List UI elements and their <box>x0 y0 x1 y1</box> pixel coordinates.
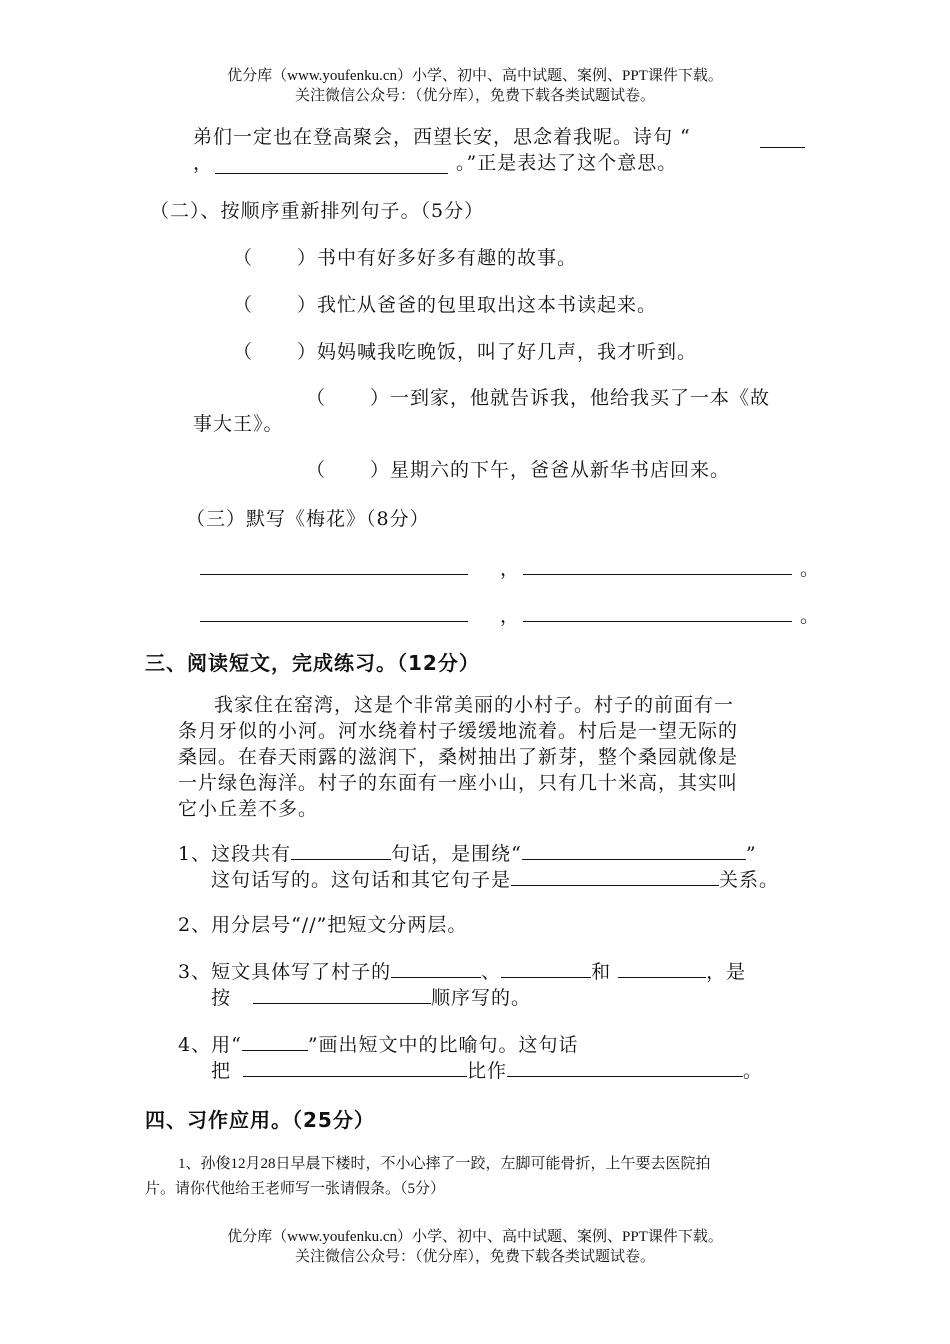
passage-line: 桑园。在春天雨露的滋润下，桑树抽出了新芽，整个桑园就像是 <box>178 746 739 768</box>
section-3-title: （三）默写《梅花》（8分） <box>186 508 430 530</box>
reorder-item-3 <box>233 339 697 365</box>
q1-text: 1、这段共有 <box>178 843 292 865</box>
q4-text: 4、用“ <box>178 1034 242 1056</box>
reorder-text: 一到家，他就告诉我，他给我买了一本《故 <box>390 387 771 409</box>
reorder-text: 我忙从爸爸的包里取出这本书读起来。 <box>317 294 658 316</box>
question-2: 2、用分层号“//”把短文分两层。 <box>178 914 468 936</box>
passage-line: 它小丘差不多。 <box>178 798 319 820</box>
q4-text: 比作 <box>467 1060 508 1082</box>
reorder-item-1 <box>233 245 577 271</box>
paren-open: （ <box>233 247 254 269</box>
question-1-line-1 <box>178 841 757 867</box>
page-header-line-2: 关注微信公众号：（优分库），免费下载各类试题试卷。 <box>294 88 655 104</box>
poem-blank-1[interactable] <box>760 147 805 148</box>
q3-blank-2[interactable] <box>501 959 591 978</box>
paren-open: （ <box>233 341 254 363</box>
q3-text: 按 <box>211 987 232 1009</box>
paren-close: ） <box>370 387 391 409</box>
reading-section-title: 三、阅读短文，完成练习。（12分） <box>145 651 480 675</box>
period: 。 <box>800 558 821 580</box>
q1-text: ” <box>745 843 757 865</box>
paren-close: ） <box>370 459 391 481</box>
paren-open: （ <box>306 459 327 481</box>
q1-blank-sentence[interactable] <box>522 841 746 860</box>
poem-recite-blank-3[interactable] <box>200 621 468 622</box>
section-2-title: （二）、按顺序重新排列句子。（5分） <box>150 200 485 222</box>
q3-blank-3[interactable] <box>618 959 706 978</box>
paren-close: ） <box>297 341 318 363</box>
q4-text: ”画出短文中的比喻句。这句话 <box>307 1034 579 1056</box>
question-1-line-2 <box>211 867 779 893</box>
question-4-line-1 <box>178 1032 579 1058</box>
q4-blank-object[interactable] <box>507 1058 743 1077</box>
poem-fill-line-2 <box>193 150 213 176</box>
writing-question-1-line-1: 1、孙俊12月28日早晨下楼时，不小心摔了一跤，左脚可能骨折，上午要去医院拍 <box>178 1156 711 1172</box>
q4-text: 。 <box>743 1060 764 1082</box>
q1-text: 关系。 <box>719 869 780 891</box>
reorder-item-5 <box>306 457 730 483</box>
poem-blank-2[interactable] <box>215 173 448 174</box>
reorder-item-2 <box>233 292 657 318</box>
q3-blank-1[interactable] <box>391 959 481 978</box>
q4-text: 把 <box>211 1060 232 1082</box>
poem-recite-blank-1[interactable] <box>200 574 468 575</box>
q3-text: 和 <box>591 961 612 983</box>
q1-text: 这句话写的。这句话和其它句子是 <box>211 869 512 891</box>
comma: ， <box>500 558 521 580</box>
reorder-text: 妈妈喊我吃晚饭，叫了好几声，我才听到。 <box>317 341 698 363</box>
q3-text: 、 <box>481 961 502 983</box>
q4-blank-mark[interactable] <box>242 1032 308 1051</box>
question-4-line-2 <box>211 1058 763 1084</box>
poem-recite-blank-2[interactable] <box>523 574 792 575</box>
passage-line: 条月牙似的小河。河水绕着村子缓缓地流着。村后是一望无际的 <box>178 720 739 742</box>
page-footer-line-2: 关注微信公众号：（优分库），免费下载各类试题试卷。 <box>294 1249 655 1265</box>
page-footer-line-1: 优分库（www.youfenku.cn）小学、初中、高中试题、案例、PPT课件下载。 <box>227 1229 723 1245</box>
q3-text: 3、短文具体写了村子的 <box>178 961 392 983</box>
reorder-text: 星期六的下午，爸爸从新华书店回来。 <box>390 459 731 481</box>
q1-blank-relation[interactable] <box>511 867 719 886</box>
page-header-line-1: 优分库（www.youfenku.cn）小学、初中、高中试题、案例、PPT课件下载。 <box>227 68 723 84</box>
poem-fill-text: 弟们一定也在登高聚会，西望长安，思念着我呢。诗句 “ <box>193 126 691 148</box>
writing-section-title: 四、习作应用。（25分） <box>145 1108 375 1132</box>
passage-line: 一片绿色海洋。村子的东面有一座小山，只有几十米高，其实叫 <box>178 772 739 794</box>
paren-close: ） <box>297 294 318 316</box>
paren-open: （ <box>306 387 327 409</box>
reorder-item-4-cont: 事大王》。 <box>193 413 284 435</box>
reorder-text: 书中有好多好多有趣的故事。 <box>317 247 578 269</box>
paren-open: （ <box>233 294 254 316</box>
q1-blank-count[interactable] <box>291 841 391 860</box>
question-3-line-2 <box>211 985 531 1011</box>
writing-question-1-line-2: 片。请你代他给王老师写一张请假条。（5分） <box>145 1181 446 1197</box>
q1-text: 句话，是围绕“ <box>391 843 522 865</box>
comma: ， <box>500 605 521 627</box>
poem-fill-end: 。”正是表达了这个意思。 <box>456 152 678 174</box>
passage-line: 我家住在窑湾，这是个非常美丽的小村子。村子的前面有一 <box>214 694 735 716</box>
q3-blank-order[interactable] <box>253 985 431 1004</box>
poem-fill-comma: ， <box>193 152 214 174</box>
q3-text: ，是 <box>706 961 747 983</box>
period: 。 <box>800 605 821 627</box>
poem-recite-blank-4[interactable] <box>523 621 792 622</box>
reorder-item-4 <box>306 385 770 411</box>
question-3-line-1 <box>178 959 746 985</box>
paren-close: ） <box>297 247 318 269</box>
q4-blank-subject[interactable] <box>243 1058 467 1077</box>
poem-fill-line-1 <box>193 124 691 150</box>
q3-text: 顺序写的。 <box>431 987 532 1009</box>
